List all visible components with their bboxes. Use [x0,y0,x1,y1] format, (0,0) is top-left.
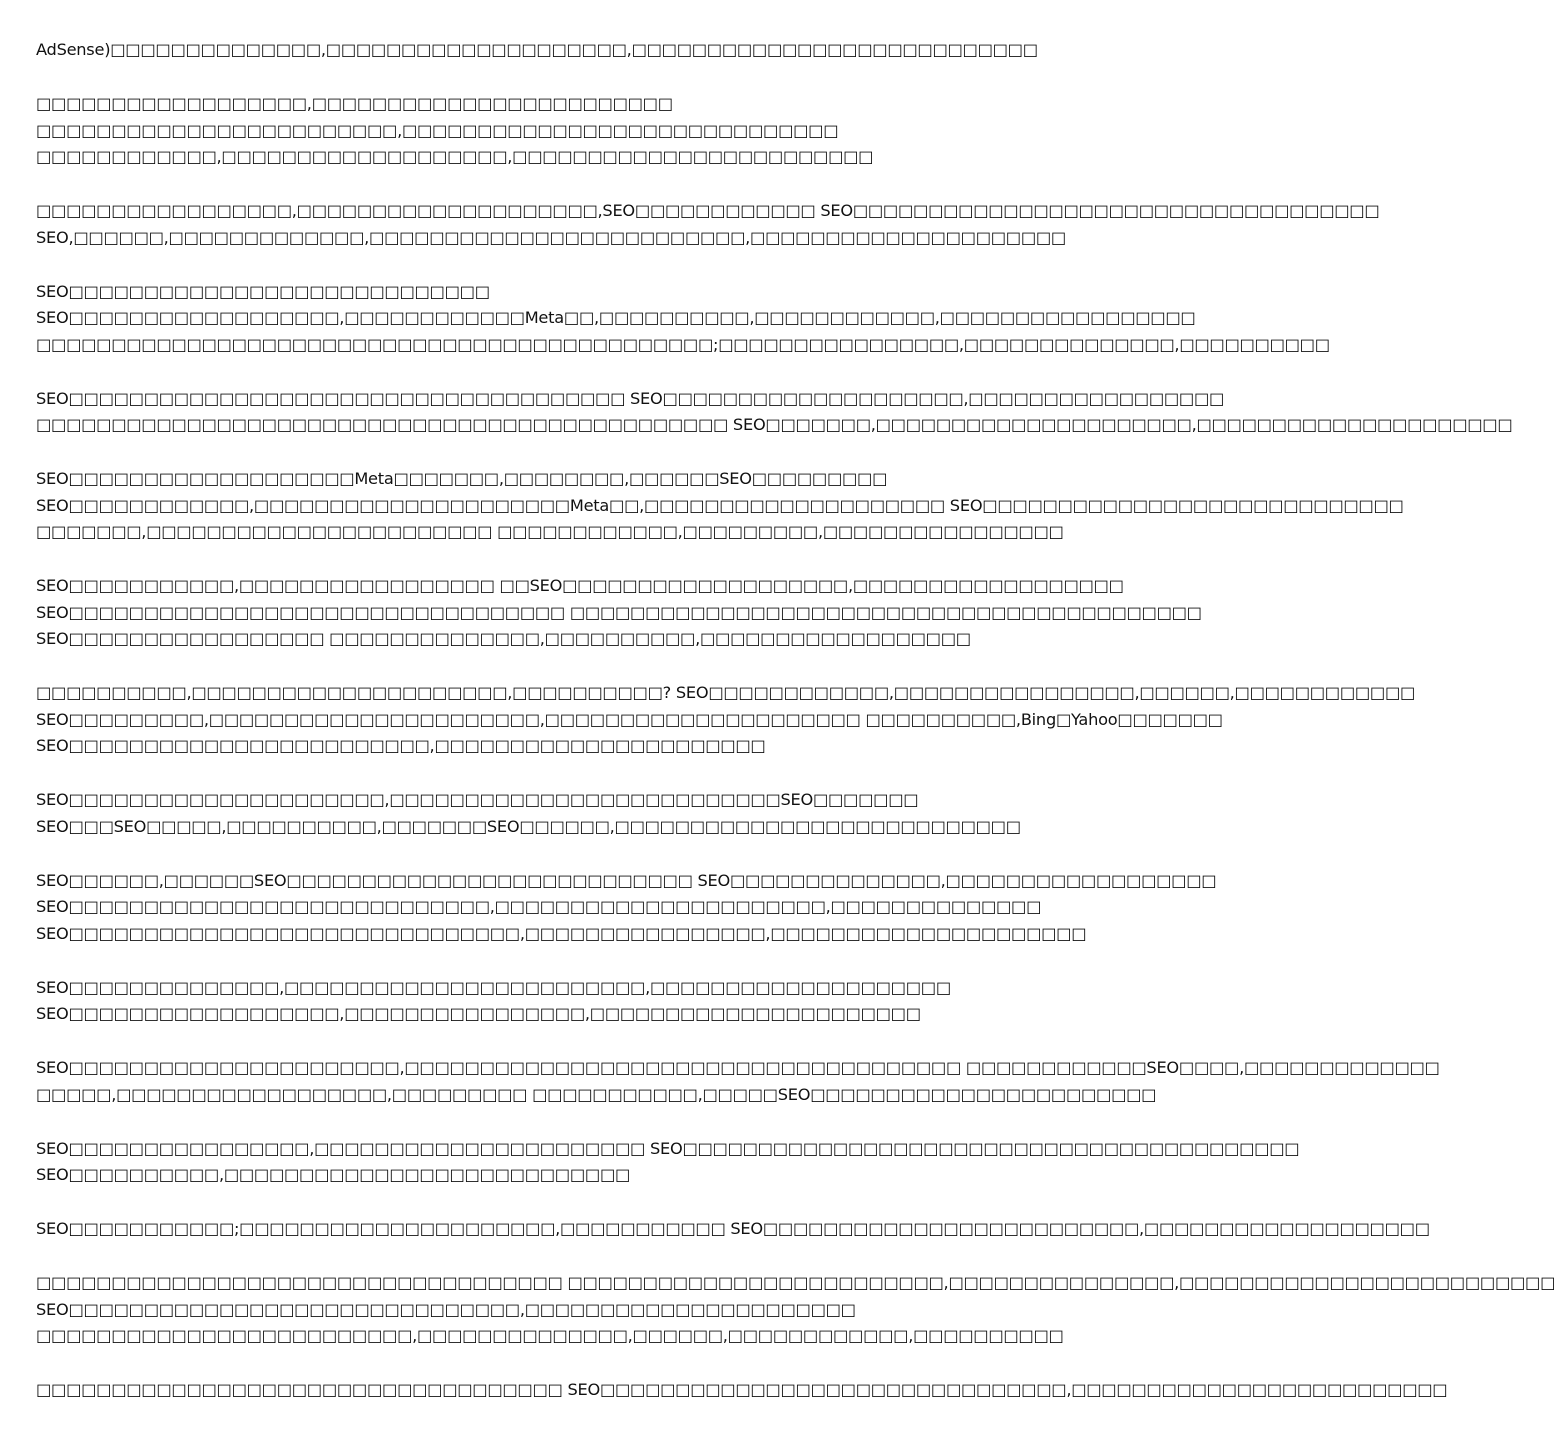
text-line: □□□□□□□□□□□□□□□□□□□□□□□□□□□□□□□□□□□ □□□□□□□□□□□□□□□□□□□□□□□□□,□□□□□□□□□□□□□□□,□□□□□□□□□□□□□□□□□□□□□□□□□ [36,1273,1555,1292]
text-line: SEO□□□□□□□□□□□□,□□□□□□□□□□□□□□□□□□□□□Meta□□,□□□□□□□□□□□□□□□□□□□□ SEO□□□□□□□□□□□□□□□□□□□□□□□□□□□□ [36,495,1404,515]
paragraph [36,198,1380,251]
text-line: □□□□□□□□□□□□□□□□□□,□□□□□□□□□□□□□□□□□□□□□□□□ [36,94,673,113]
paragraph [36,466,1404,546]
text-line: AdSense)□□□□□□□□□□□□□□,□□□□□□□□□□□□□□□□□□□□,□□□□□□□□□□□□□□□□□□□□□□□□□□□ [36,40,1038,59]
text-line: SEO□□□SEO□□□□□,□□□□□□□□□□,□□□□□□□SEO□□□□□□,□□□□□□□□□□□□□□□□□□□□□□□□□□□ [36,816,1021,836]
paragraph [36,1270,1555,1350]
text-line: □□□□□□□□□□,□□□□□□□□□□□□□□□□□□□□□,□□□□□□□□□□? SEO□□□□□□□□□□□□,□□□□□□□□□□□□□□□□,□□□□□□,□□□□□□□□□□□□ [36,683,1416,702]
paragraph [36,91,988,171]
text-line: SEO□□□□□□□□□□□□□□□□□□,□□□□□□□□□□□□□□□□,□□□□□□□□□□□□□□□□□□□□□□ [36,1004,921,1023]
paragraph [36,1216,1430,1243]
text-line: SEO□□□□□□□□□□□□□□,□□□□□□□□□□□□□□□□□□□□□□□□,□□□□□□□□□□□□□□□□□□□□ [36,977,951,997]
text-line: □□□□□□□□□□□□□□□□□,□□□□□□□□□□□□□□□□□□□□,SEO□□□□□□□□□□□□ SEO□□□□□□□□□□□□□□□□□□□□□□□□□□□□□□□□□□□ [36,201,1380,220]
text-line: □□□□□□□□□□□□□□□□□□□□□□□□□□□□□□□□□□□ SEO□□□□□□□□□□□□□□□□□□□□□□□□□□□□□□□,□□□□□□□□□□□□□□□□□□□□□□□□□ [36,1380,1448,1399]
text-line: □□□□□□□□□□□□□□□□□□□□□□□□□□□□□□□□□□□□□□□□□□□□□□ SEO□□□□□□□,□□□□□□□□□□□□□□□□□□□□□,□□□□□□□□□□□□□□□□□□□□□ [36,415,1513,434]
paragraph [36,1055,1440,1108]
text-line: SEO,□□□□□□,□□□□□□□□□□□□□,□□□□□□□□□□□□□□□□□□□□□□□□□,□□□□□□□□□□□□□□□□□□□□□ [36,227,1066,247]
paragraph [36,279,1330,359]
paragraph [36,573,1202,653]
text-line: SEO□□□□□□□□□□□□□□□□□□□□□□□□□□□□ [36,281,490,301]
text-line: SEO□□□□□□□□□□□□□□□□□□□Meta□□□□□□□,□□□□□□□□,□□□□□□SEO□□□□□□□□□ [36,469,888,488]
text-line: SEO□□□□□□□□□,□□□□□□□□□□□□□□□□□□□□□□,□□□□□□□□□□□□□□□□□□□□□ □□□□□□□□□□,Bing□Yahoo□□□□□□□ [36,709,1223,729]
text-line: □□□□□□□,□□□□□□□□□□□□□□□□□□□□□□□ □□□□□□□□□□□□,□□□□□□□□□,□□□□□□□□□□□□□□□□ [36,522,1064,541]
text-line: □□□□□□□□□□□□□□□□□□□□□□□□□□□□□□□□□□□□□□□□□□□□□;□□□□□□□□□□□□□□□□,□□□□□□□□□□□□□□,□□□□□□□□□□ [36,334,1330,354]
text-line: SEO□□□□□□□□□□□□□□□□□□□□□□□□□□□□□□□□□ □□□□□□□□□□□□□□□□□□□□□□□□□□□□□□□□□□□□□□□□□□ [36,602,1202,622]
text-line: SEO□□□□□□□□□□□□□□□□□□□□□,□□□□□□□□□□□□□□□□□□□□□□□□□□SEO□□□□□□□ [36,790,919,809]
text-line: SEO□□□□□□□□□□□;□□□□□□□□□□□□□□□□□□□□□,□□□□□□□□□□□ SEO□□□□□□□□□□□□□□□□□□□□□□□□□,□□□□□□□□□□□□□□□□□□□ [36,1219,1430,1238]
text-line: SEO□□□□□□□□□□□□□□□□□□□□□□□□,□□□□□□□□□□□□□□□□□□□□□□ [36,736,766,755]
text-line: SEO□□□□□□□□□□□□□□□□□□□□□□□□□□□□,□□□□□□□□□□□□□□□□□□□□□□,□□□□□□□□□□□□□□ [36,897,1042,916]
paragraph [36,975,988,1028]
text-line: □□□□□□□□□□□□□□□□□□□□□□□□□,□□□□□□□□□□□□□□,□□□□□□,□□□□□□□□□□□□,□□□□□□□□□□ [36,1326,1064,1345]
paragraph [36,1136,1300,1189]
paragraph [36,680,1416,760]
text-line: SEO□□□□□□□□□□□□□□□□□□,□□□□□□□□□□□□Meta□□,□□□□□□□□□□,□□□□□□□□□□□□,□□□□□□□□□□□□□□□□□ [36,308,1196,327]
text-line: SEO□□□□□□□□□□□□□□□□,□□□□□□□□□□□□□□□□□□□□□□ SEO□□□□□□□□□□□□□□□□□□□□□□□□□□□□□□□□□□□□□□□□□ [36,1138,1300,1158]
paragraph [36,787,1021,840]
text-line: SEO□□□□□□□□□□□□□□□□□□□□□□□□□□□□□□,□□□□□□□□□□□□□□□□,□□□□□□□□□□□□□□□□□□□□□ [36,923,1087,943]
text-line: SEO□□□□□□□□□□□,□□□□□□□□□□□□□□□□□ □□SEO□□□□□□□□□□□□□□□□□□□,□□□□□□□□□□□□□□□□□□ [36,576,1124,595]
paragraph [36,386,1513,439]
paragraph [36,1377,1448,1404]
paragraph [36,868,1217,948]
text-line: □□□□□□□□□□□□,□□□□□□□□□□□□□□□□□□□,□□□□□□□□□□□□□□□□□□□□□□□□ [36,147,874,166]
text-line: □□□□□□□□□□□□□□□□□□□□□□□□,□□□□□□□□□□□□□□□□□□□□□□□□□□□□□ [36,120,839,140]
text-line: SEO□□□□□□□□□□□□□□□□□ □□□□□□□□□□□□□□,□□□□□□□□□□,□□□□□□□□□□□□□□□□□□ [36,629,971,648]
text-line: SEO□□□□□□□□□□,□□□□□□□□□□□□□□□□□□□□□□□□□□□ [36,1165,631,1184]
text-line: SEO□□□□□□□□□□□□□□□□□□□□□□□□□□□□□□□□□□□□□ SEO□□□□□□□□□□□□□□□□□□□□,□□□□□□□□□□□□□□□□□ [36,388,1225,408]
text-line: SEO□□□□□□,□□□□□□SEO□□□□□□□□□□□□□□□□□□□□□□□□□□□ SEO□□□□□□□□□□□□□□,□□□□□□□□□□□□□□□□□□ [36,870,1217,890]
text-line: SEO□□□□□□□□□□□□□□□□□□□□□□□□□□□□□□,□□□□□□□□□□□□□□□□□□□□□□ [36,1299,856,1319]
paragraph [36,37,1038,64]
text-line: SEO□□□□□□□□□□□□□□□□□□□□□□,□□□□□□□□□□□□□□□□□□□□□□□□□□□□□□□□□□□□□ □□□□□□□□□□□□SEO□□□□,□□□□□□□□□□□□□ [36,1058,1440,1077]
text-line: □□□□□,□□□□□□□□□□□□□□□□□□,□□□□□□□□□ □□□□□□□□□□□,□□□□□SEO□□□□□□□□□□□□□□□□□□□□□□□ [36,1084,1157,1104]
